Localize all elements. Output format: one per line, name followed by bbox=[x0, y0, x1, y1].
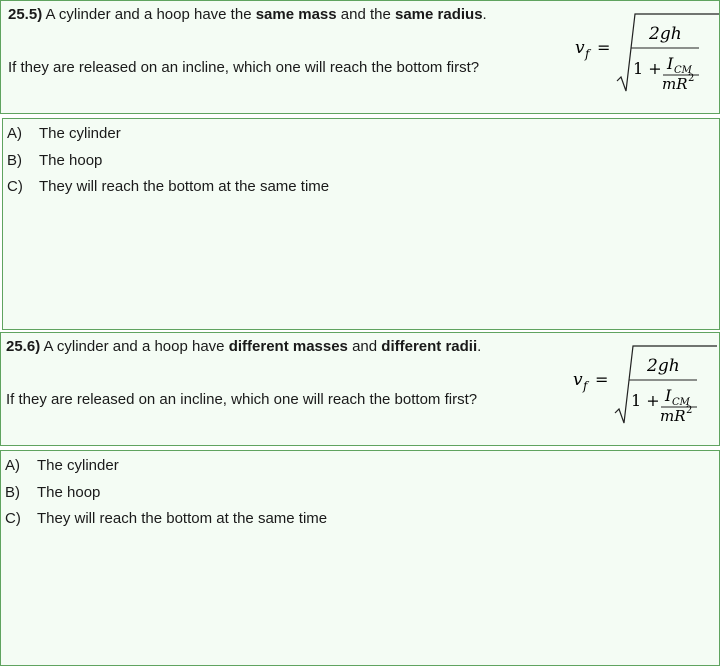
formula-mass-radius: mR bbox=[660, 407, 686, 425]
answer-box-1 bbox=[2, 118, 720, 330]
question-box-1 bbox=[0, 0, 720, 114]
formula-graphic bbox=[559, 341, 719, 431]
option-c-2[interactable]: C) They will reach the bottom at the same time bbox=[5, 510, 328, 527]
formula-one-plus: 1 + bbox=[633, 59, 662, 78]
formula-exponent: 2 bbox=[686, 405, 693, 416]
formula-inertia-sub: CM bbox=[672, 397, 690, 408]
answer-box-2 bbox=[0, 450, 720, 666]
question-text-2: If they are released on an incline, which one will reach the bottom first? bbox=[6, 391, 478, 408]
formula-graphic bbox=[561, 9, 720, 99]
formula-v: v bbox=[573, 370, 583, 390]
question-number: 25.6) bbox=[6, 338, 41, 355]
formula-mass-radius: mR bbox=[662, 75, 688, 93]
formula-inertia: I bbox=[667, 54, 674, 73]
question-intro-1: 25.5) A cylinder and a hoop have the same mass and the same radius. bbox=[8, 6, 487, 23]
velocity-formula-1 bbox=[561, 9, 720, 99]
question-text-1: If they are released on an incline, which one will reach the bottom first? bbox=[8, 59, 480, 76]
formula-one-plus: 1 + bbox=[631, 391, 660, 410]
formula-v: v bbox=[575, 38, 585, 58]
formula-f: f bbox=[585, 47, 590, 61]
option-a-2[interactable]: A) The cylinder bbox=[5, 457, 119, 474]
question-box-2 bbox=[0, 332, 720, 446]
option-b-1[interactable]: B) The hoop bbox=[7, 152, 103, 169]
formula-exponent: 2 bbox=[688, 73, 695, 84]
formula-numerator: 2gh bbox=[647, 356, 680, 376]
velocity-formula-2 bbox=[559, 341, 719, 431]
option-a-1[interactable]: A) The cylinder bbox=[7, 125, 121, 142]
question-number: 25.5) bbox=[8, 6, 43, 23]
formula-equals: = bbox=[597, 38, 611, 57]
formula-equals: = bbox=[595, 370, 609, 389]
option-c-1[interactable]: C) They will reach the bottom at the same time bbox=[7, 178, 330, 195]
option-b-2[interactable]: B) The hoop bbox=[5, 484, 101, 501]
question-intro-2: 25.6) A cylinder and a hoop have different masses and different radii. bbox=[6, 338, 482, 355]
formula-f: f bbox=[583, 379, 588, 393]
formula-inertia: I bbox=[665, 386, 672, 405]
formula-numerator: 2gh bbox=[649, 24, 682, 44]
formula-inertia-sub: CM bbox=[674, 65, 692, 76]
